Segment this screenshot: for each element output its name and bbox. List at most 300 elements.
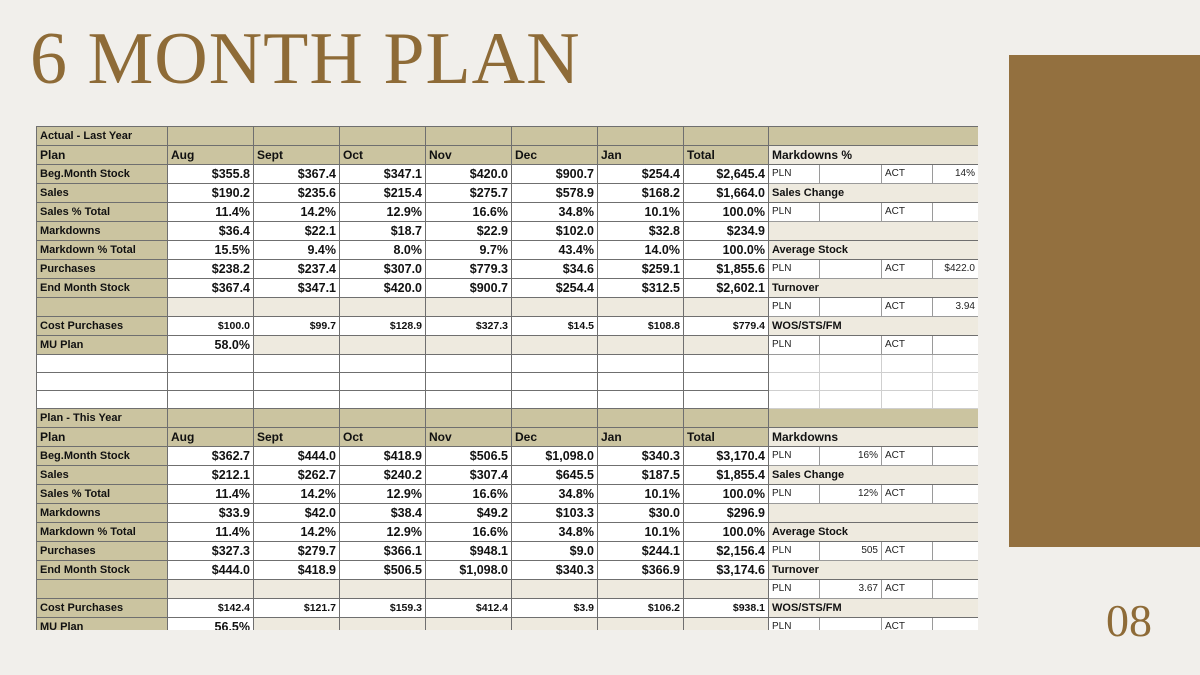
data-cell: 10.1%: [598, 203, 684, 222]
data-cell: $367.4: [254, 165, 340, 184]
act-label: ACT: [882, 203, 933, 222]
pln-value: [820, 165, 882, 184]
table-row: [37, 428, 979, 447]
data-cell: $1,098.0: [426, 561, 512, 580]
empty-cell: [769, 373, 820, 391]
empty-cell: [340, 580, 426, 599]
empty-cell: [37, 298, 168, 317]
empty-cell: [598, 373, 684, 391]
data-cell: 12.9%: [340, 485, 426, 504]
data-cell: $254.4: [598, 165, 684, 184]
empty-cell: [340, 618, 426, 631]
empty-cell: [684, 580, 769, 599]
empty-cell: [254, 336, 340, 355]
data-cell: 14.2%: [254, 203, 340, 222]
data-cell: $38.4: [340, 504, 426, 523]
data-cell: $2,156.4: [684, 542, 769, 561]
plan-label: Plan: [37, 428, 168, 447]
act-label: ACT: [882, 336, 933, 355]
act-value: [933, 580, 979, 599]
data-cell: $259.1: [598, 260, 684, 279]
side-empty: [769, 222, 979, 241]
empty-cell: [769, 391, 820, 409]
data-cell: 9.7%: [426, 241, 512, 260]
month-header: Dec: [512, 146, 598, 165]
act-value: [933, 485, 979, 504]
data-cell: $100.0: [168, 317, 254, 336]
empty-cell: [426, 355, 512, 373]
data-cell: $900.7: [512, 165, 598, 184]
row-label: Beg.Month Stock: [37, 165, 168, 184]
data-cell: $33.9: [168, 504, 254, 523]
data-cell: $14.5: [512, 317, 598, 336]
table-row: [37, 355, 979, 373]
pln-value: 16%: [820, 447, 882, 466]
data-cell: $49.2: [426, 504, 512, 523]
data-cell: $420.0: [340, 279, 426, 298]
empty-cell: [512, 298, 598, 317]
month-header: Total: [684, 146, 769, 165]
side-metric-heading: Turnover: [769, 561, 979, 580]
data-cell: 14.2%: [254, 485, 340, 504]
empty-cell: [426, 127, 512, 146]
data-cell: $307.4: [426, 466, 512, 485]
page-number: 08: [1106, 595, 1152, 646]
act-value: $422.0: [933, 260, 979, 279]
decorative-panel: [1009, 55, 1200, 547]
data-cell: $3.9: [512, 599, 598, 618]
empty-cell: [598, 336, 684, 355]
empty-cell: [882, 373, 933, 391]
data-cell: $18.7: [340, 222, 426, 241]
data-cell: 100.0%: [684, 241, 769, 260]
pln-value: [820, 260, 882, 279]
month-header: Total: [684, 428, 769, 447]
data-cell: $645.5: [512, 466, 598, 485]
data-cell: 56.5%: [168, 618, 254, 631]
data-cell: $779.3: [426, 260, 512, 279]
row-label: End Month Stock: [37, 561, 168, 580]
empty-cell: [933, 373, 979, 391]
empty-cell: [512, 127, 598, 146]
empty-cell: [254, 409, 340, 428]
table-row: [37, 241, 979, 260]
data-cell: $1,855.4: [684, 466, 769, 485]
month-header: Sept: [254, 146, 340, 165]
data-cell: 10.1%: [598, 485, 684, 504]
data-cell: $3,170.4: [684, 447, 769, 466]
data-cell: 12.9%: [340, 203, 426, 222]
data-cell: $102.0: [512, 222, 598, 241]
pln-label: PLN: [769, 542, 820, 561]
data-cell: $307.0: [340, 260, 426, 279]
data-cell: 14.0%: [598, 241, 684, 260]
data-cell: $235.6: [254, 184, 340, 203]
act-value: [933, 618, 979, 631]
data-cell: $366.9: [598, 561, 684, 580]
data-cell: $340.3: [598, 447, 684, 466]
month-header: Dec: [512, 428, 598, 447]
data-cell: $948.1: [426, 542, 512, 561]
act-value: 14%: [933, 165, 979, 184]
data-cell: $340.3: [512, 561, 598, 580]
empty-cell: [769, 355, 820, 373]
side-metric-heading: Markdowns %: [769, 146, 979, 165]
section-heading: Plan - This Year: [37, 409, 168, 428]
month-header: Nov: [426, 428, 512, 447]
row-label: MU Plan: [37, 336, 168, 355]
data-cell: $362.7: [168, 447, 254, 466]
row-label: Cost Purchases: [37, 599, 168, 618]
data-cell: $420.0: [426, 165, 512, 184]
pln-label: PLN: [769, 580, 820, 599]
table-row: [37, 523, 979, 542]
empty-cell: [820, 355, 882, 373]
row-label: Markdowns: [37, 504, 168, 523]
empty-cell: [684, 373, 769, 391]
row-label: Sales: [37, 466, 168, 485]
data-cell: $238.2: [168, 260, 254, 279]
table-row: [37, 127, 979, 146]
empty-cell: [340, 409, 426, 428]
empty-cell: [820, 373, 882, 391]
empty-cell: [168, 409, 254, 428]
data-cell: $244.1: [598, 542, 684, 561]
data-cell: 11.4%: [168, 523, 254, 542]
data-cell: 34.8%: [512, 485, 598, 504]
empty-cell: [340, 355, 426, 373]
empty-cell: [598, 298, 684, 317]
data-cell: $168.2: [598, 184, 684, 203]
data-cell: $412.4: [426, 599, 512, 618]
act-label: ACT: [882, 260, 933, 279]
pln-value: [820, 618, 882, 631]
data-cell: $22.9: [426, 222, 512, 241]
act-label: ACT: [882, 618, 933, 631]
table-row: [37, 222, 979, 241]
table-row: [37, 146, 979, 165]
side-metric-heading: Markdowns: [769, 428, 979, 447]
data-cell: $578.9: [512, 184, 598, 203]
act-label: ACT: [882, 298, 933, 317]
empty-cell: [168, 355, 254, 373]
section-heading: Actual - Last Year: [37, 127, 168, 146]
empty-cell: [598, 127, 684, 146]
data-cell: 12.9%: [340, 523, 426, 542]
table-row: [37, 447, 979, 466]
month-header: Nov: [426, 146, 512, 165]
table-row: [37, 618, 979, 631]
data-cell: $444.0: [254, 447, 340, 466]
data-cell: $418.9: [340, 447, 426, 466]
row-label: Markdown % Total: [37, 241, 168, 260]
data-cell: 11.4%: [168, 203, 254, 222]
data-cell: $506.5: [426, 447, 512, 466]
pln-label: PLN: [769, 447, 820, 466]
empty-cell: [37, 373, 168, 391]
data-cell: $237.4: [254, 260, 340, 279]
data-cell: $1,098.0: [512, 447, 598, 466]
data-cell: $262.7: [254, 466, 340, 485]
row-label: Purchases: [37, 260, 168, 279]
empty-cell: [254, 355, 340, 373]
data-cell: $367.4: [168, 279, 254, 298]
empty-cell: [598, 580, 684, 599]
empty-cell: [684, 409, 769, 428]
empty-cell: [512, 336, 598, 355]
month-header: Oct: [340, 428, 426, 447]
empty-cell: [254, 580, 340, 599]
empty-cell: [512, 580, 598, 599]
data-cell: $22.1: [254, 222, 340, 241]
empty-cell: [684, 298, 769, 317]
table-row: [37, 580, 979, 599]
empty-cell: [512, 409, 598, 428]
pln-label: PLN: [769, 336, 820, 355]
data-cell: $36.4: [168, 222, 254, 241]
table-row: [37, 391, 979, 409]
pln-label: PLN: [769, 203, 820, 222]
pln-value: [820, 336, 882, 355]
data-cell: $32.8: [598, 222, 684, 241]
empty-cell: [882, 355, 933, 373]
table-row: [37, 561, 979, 580]
data-cell: $142.4: [168, 599, 254, 618]
pln-value: 505: [820, 542, 882, 561]
empty-cell: [684, 127, 769, 146]
empty-cell: [168, 127, 254, 146]
act-value: [933, 447, 979, 466]
empty-cell: [426, 580, 512, 599]
act-label: ACT: [882, 165, 933, 184]
row-label: MU Plan: [37, 618, 168, 631]
empty-cell: [882, 391, 933, 409]
data-cell: 34.8%: [512, 523, 598, 542]
empty-cell: [426, 298, 512, 317]
act-value: [933, 336, 979, 355]
side-metric-heading: Average Stock: [769, 241, 979, 260]
data-cell: $275.7: [426, 184, 512, 203]
data-cell: 16.6%: [426, 203, 512, 222]
data-cell: $106.2: [598, 599, 684, 618]
data-cell: 15.5%: [168, 241, 254, 260]
empty-cell: [598, 409, 684, 428]
pln-value: 3.67: [820, 580, 882, 599]
data-cell: 58.0%: [168, 336, 254, 355]
act-label: ACT: [882, 447, 933, 466]
data-cell: $34.6: [512, 260, 598, 279]
data-cell: 34.8%: [512, 203, 598, 222]
table-row: [37, 485, 979, 504]
data-cell: $30.0: [598, 504, 684, 523]
data-cell: $159.3: [340, 599, 426, 618]
empty-cell: [426, 336, 512, 355]
data-cell: $187.5: [598, 466, 684, 485]
pln-value: [820, 203, 882, 222]
data-cell: $2,602.1: [684, 279, 769, 298]
side-empty: [769, 127, 979, 146]
data-cell: $128.9: [340, 317, 426, 336]
empty-cell: [933, 355, 979, 373]
data-cell: 100.0%: [684, 485, 769, 504]
data-cell: 100.0%: [684, 523, 769, 542]
plan-label: Plan: [37, 146, 168, 165]
table-row: [37, 203, 979, 222]
data-cell: $1,664.0: [684, 184, 769, 203]
empty-cell: [512, 373, 598, 391]
pln-label: PLN: [769, 298, 820, 317]
empty-cell: [598, 355, 684, 373]
empty-cell: [340, 127, 426, 146]
data-cell: $312.5: [598, 279, 684, 298]
data-cell: 9.4%: [254, 241, 340, 260]
act-value: [933, 542, 979, 561]
side-metric-heading: Sales Change: [769, 466, 979, 485]
plan-table: [36, 126, 978, 630]
data-cell: 100.0%: [684, 203, 769, 222]
month-header: Sept: [254, 428, 340, 447]
data-cell: $103.3: [512, 504, 598, 523]
data-cell: $779.4: [684, 317, 769, 336]
data-cell: 14.2%: [254, 523, 340, 542]
table-row: [37, 504, 979, 523]
data-cell: $444.0: [168, 561, 254, 580]
data-cell: $99.7: [254, 317, 340, 336]
data-cell: $1,855.6: [684, 260, 769, 279]
data-cell: 11.4%: [168, 485, 254, 504]
data-cell: 43.4%: [512, 241, 598, 260]
empty-cell: [684, 355, 769, 373]
data-cell: $121.7: [254, 599, 340, 618]
empty-cell: [37, 355, 168, 373]
empty-cell: [254, 391, 340, 409]
slide-title: 6 MONTH PLAN: [30, 18, 581, 100]
spreadsheet: [36, 126, 978, 630]
empty-cell: [254, 127, 340, 146]
row-label: Sales: [37, 184, 168, 203]
empty-cell: [37, 391, 168, 409]
act-value: [933, 203, 979, 222]
row-label: Markdowns: [37, 222, 168, 241]
month-header: Jan: [598, 146, 684, 165]
act-label: ACT: [882, 580, 933, 599]
empty-cell: [820, 391, 882, 409]
empty-cell: [933, 391, 979, 409]
data-cell: 16.6%: [426, 485, 512, 504]
side-metric-heading: WOS/STS/FM: [769, 317, 979, 336]
empty-cell: [254, 618, 340, 631]
side-metric-heading: Turnover: [769, 279, 979, 298]
empty-cell: [684, 336, 769, 355]
row-label: Markdown % Total: [37, 523, 168, 542]
table-row: [37, 409, 979, 428]
act-value: 3.94: [933, 298, 979, 317]
table-row: [37, 373, 979, 391]
table-row: [37, 298, 979, 317]
data-cell: $254.4: [512, 279, 598, 298]
data-cell: $296.9: [684, 504, 769, 523]
side-metric-heading: Average Stock: [769, 523, 979, 542]
table-row: [37, 599, 979, 618]
act-label: ACT: [882, 542, 933, 561]
empty-cell: [426, 409, 512, 428]
empty-cell: [340, 391, 426, 409]
empty-cell: [598, 391, 684, 409]
empty-cell: [168, 391, 254, 409]
table-row: [37, 336, 979, 355]
row-label: End Month Stock: [37, 279, 168, 298]
table-row: [37, 542, 979, 561]
data-cell: $366.1: [340, 542, 426, 561]
data-cell: $215.4: [340, 184, 426, 203]
data-cell: $938.1: [684, 599, 769, 618]
side-metric-heading: Sales Change: [769, 184, 979, 203]
empty-cell: [254, 298, 340, 317]
data-cell: $190.2: [168, 184, 254, 203]
table-row: [37, 184, 979, 203]
data-cell: $3,174.6: [684, 561, 769, 580]
pln-label: PLN: [769, 618, 820, 631]
act-label: ACT: [882, 485, 933, 504]
data-cell: 8.0%: [340, 241, 426, 260]
side-metric-heading: WOS/STS/FM: [769, 599, 979, 618]
empty-cell: [37, 580, 168, 599]
pln-value: [820, 298, 882, 317]
pln-label: PLN: [769, 485, 820, 504]
empty-cell: [426, 618, 512, 631]
empty-cell: [340, 298, 426, 317]
empty-cell: [426, 391, 512, 409]
data-cell: $279.7: [254, 542, 340, 561]
row-label: Sales % Total: [37, 485, 168, 504]
empty-cell: [426, 373, 512, 391]
empty-cell: [512, 618, 598, 631]
pln-value: 12%: [820, 485, 882, 504]
table-row: [37, 260, 979, 279]
month-header: Aug: [168, 428, 254, 447]
data-cell: $108.8: [598, 317, 684, 336]
data-cell: $327.3: [426, 317, 512, 336]
data-cell: $9.0: [512, 542, 598, 561]
empty-cell: [598, 618, 684, 631]
data-cell: $2,645.4: [684, 165, 769, 184]
data-cell: $240.2: [340, 466, 426, 485]
data-cell: $347.1: [254, 279, 340, 298]
data-cell: $506.5: [340, 561, 426, 580]
table-row: [37, 317, 979, 336]
month-header: Aug: [168, 146, 254, 165]
empty-cell: [168, 580, 254, 599]
empty-cell: [340, 373, 426, 391]
pln-label: PLN: [769, 165, 820, 184]
data-cell: $327.3: [168, 542, 254, 561]
side-empty: [769, 409, 979, 428]
table-row: [37, 165, 979, 184]
data-cell: $347.1: [340, 165, 426, 184]
data-cell: $42.0: [254, 504, 340, 523]
pln-label: PLN: [769, 260, 820, 279]
data-cell: $212.1: [168, 466, 254, 485]
empty-cell: [168, 373, 254, 391]
data-cell: $355.8: [168, 165, 254, 184]
data-cell: 10.1%: [598, 523, 684, 542]
table-row: [37, 466, 979, 485]
table-row: [37, 279, 979, 298]
row-label: Purchases: [37, 542, 168, 561]
month-header: Jan: [598, 428, 684, 447]
row-label: Cost Purchases: [37, 317, 168, 336]
side-empty: [769, 504, 979, 523]
